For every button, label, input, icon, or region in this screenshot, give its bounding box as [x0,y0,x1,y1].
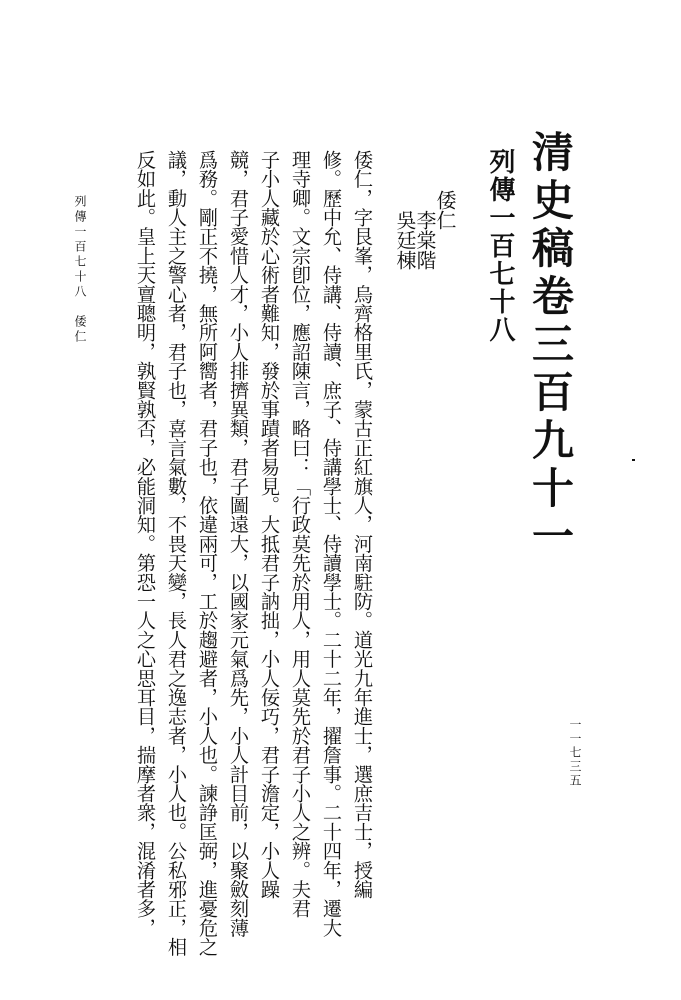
name-litangjie: 李棠階 [413,210,437,270]
name-wutingdong: 吳廷棟 [393,210,417,270]
book-title: 清史稿卷三百九十一 [526,130,575,562]
ink-speck [632,459,635,461]
text-column-8: 反如此。皇上天亶聰明，孰賢孰否，必能洞知。第恐一人之心思耳目，揣摩者衆，混淆者多， [134,150,157,938]
text-column-3: 理寺卿。文宗卽位，應詔陳言，略曰：「行政莫先於用人，用人莫先於君子小人之辨。夫君 [289,150,312,918]
running-head: 列傳一百七十八 倭仁 [73,195,87,345]
text-column-2: 修。歷中允、侍講、侍讀、庶子、侍講學士、侍讀學士。二十二年，擢詹事。二十四年，遷大 [320,150,343,938]
text-column-1: 倭仁，字艮峯，烏齊格里氏，蒙古正紅旗人，河南駐防。道光九年進士，選庶吉士，授編 [351,150,374,899]
text-column-6: 爲務。剛正不撓，無所阿嚮者，君子也，依違兩可，工於趨避者，小人也。諫諍匡弼，進憂危之 [196,150,219,957]
biography-names [395,190,455,270]
text-column-5: 競，君子愛惜人才，小人排擠異類，君子圖遠大，以國家元氣爲先，小人計目前，以聚斂刻薄 [227,150,250,938]
text-column-4: 子小人藏於心術者難知，發於事蹟者易見。大抵君子訥拙，小人佞巧，君子澹定，小人躁 [258,150,281,899]
chapter-title: 列傳一百七十八 [485,148,515,344]
text-column-7: 議，動人主之警心者，君子也，喜言氣數，不畏天變，長人君之逸志者，小人也。公私邪正，相 [165,150,188,957]
page-number: 一一七三五 [568,718,582,788]
name-woren: 倭仁 [433,190,457,230]
